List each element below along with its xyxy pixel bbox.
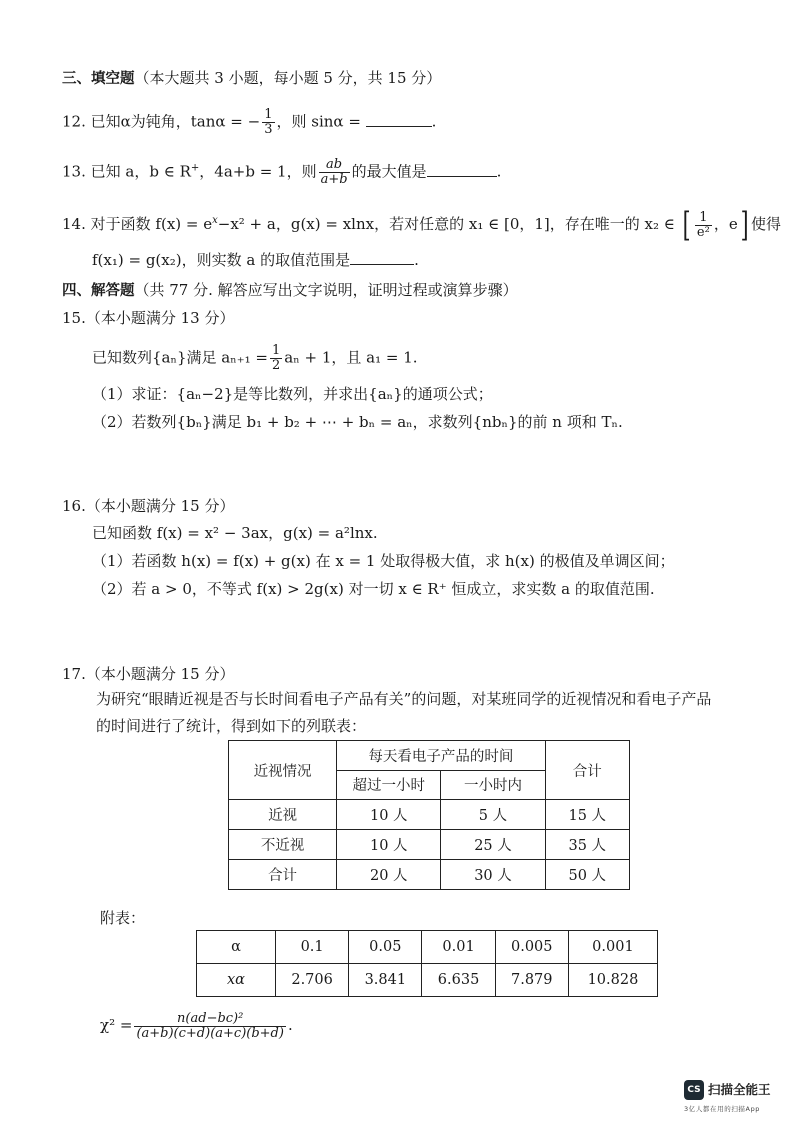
appendix-label: 附表：	[100, 909, 146, 927]
q13-post: 的最大值是	[351, 162, 427, 181]
q13-frac-den: a+b	[320, 172, 348, 187]
question-13	[62, 158, 501, 187]
table-row	[197, 964, 658, 997]
q14-line1-pre: 对于函数 f(x) = e	[90, 215, 213, 233]
q12-number: 12.	[62, 112, 86, 131]
q12-frac-den: 3	[264, 122, 273, 137]
q15-fraction	[270, 344, 282, 373]
q15-frac-num: 1	[272, 343, 281, 358]
q15-given-pre: 已知数列{aₙ}满足 aₙ₊₁ =	[92, 348, 268, 367]
q13-end: .	[496, 162, 502, 181]
table-cell: 5 人	[441, 800, 545, 830]
table-row	[197, 931, 658, 964]
table-cell: 0.01	[422, 931, 495, 964]
q15-given-post: aₙ + 1，且 a₁ = 1.	[284, 348, 418, 367]
section3-header	[62, 68, 441, 89]
q13-frac-num: ab	[319, 158, 350, 173]
q16-part1: （1）若函数 h(x) = f(x) + g(x) 在 x = 1 处取得极大值，求 h(x) 的极值及单调区间；	[92, 552, 675, 570]
question-14-line1	[62, 205, 781, 245]
q14-line2: f(x₁) = g(x₂)，则实数 a 的取值范围是	[92, 251, 351, 269]
x-label: xα	[197, 964, 276, 997]
q16-head: 16.（本小题满分 15 分）	[62, 497, 235, 515]
q17-text-line1: 为研究“眼睛近视是否与长时间看电子产品有关”的问题，对某班同学的近视情况和看电子产品	[96, 690, 712, 708]
contingency-table	[228, 740, 630, 890]
table-cell: 2.706	[276, 964, 349, 997]
table-cell: 50 人	[545, 860, 629, 890]
formula-end: .	[287, 1016, 293, 1034]
q17-head: 17.（本小题满分 15 分）	[62, 665, 235, 683]
table-cell: 35 人	[545, 830, 629, 860]
table-cell: 25 人	[441, 830, 545, 860]
scanner-watermark	[684, 1078, 784, 1118]
q16-part2: （2）若 a > 0，不等式 f(x) > 2g(x) 对一切 x ∈ R⁺ 恒成立，求实数 a 的取值范围.	[92, 580, 655, 598]
q15-given	[92, 344, 418, 373]
table-cell: 0.05	[349, 931, 422, 964]
q13-sup: +	[190, 162, 200, 174]
table-group-head: 每天看电子产品的时间	[337, 741, 545, 771]
camscanner-logo: CS	[684, 1080, 704, 1100]
q15-part2: （2）若数列{bₙ}满足 b₁ + b₂ + ⋯ + bₙ = aₙ，求数列{nbₙ}的前 n 项和 Tₙ.	[92, 413, 623, 431]
q14-frac-num: 1	[695, 211, 712, 226]
q14-answer-blank	[350, 250, 414, 265]
q12-answer-blank	[366, 112, 432, 127]
watermark-tagline: 3亿人都在用的扫描App	[684, 1105, 761, 1113]
q15-head: 15.（本小题满分 13 分）	[62, 309, 235, 327]
q12-pre: 已知α为钝角，tanα = −	[90, 112, 261, 131]
q14-line1-mid: −x² + a，g(x) = xlnx，若对任意的 x₁ ∈ [0，1]，存在唯一的 x₂ ∈	[217, 215, 675, 233]
table-row	[229, 800, 630, 830]
table-col-head: 近视情况	[229, 741, 337, 800]
table-cell: 30 人	[441, 860, 545, 890]
table-total-head: 合计	[545, 741, 629, 800]
q14-number: 14.	[62, 215, 86, 233]
q14-line1-post: ，e	[713, 215, 738, 233]
question-12	[62, 108, 436, 137]
q14-line2-end: .	[414, 251, 419, 269]
q13-pre: 已知 a，b ∈ R	[90, 162, 191, 181]
table-cell: 6.635	[422, 964, 495, 997]
section4-header	[62, 280, 518, 301]
watermark-name: 扫描全能王	[708, 1082, 771, 1097]
table-sub2: 一小时内	[441, 770, 545, 800]
table-cell: 20 人	[337, 860, 441, 890]
table-cell: 3.841	[349, 964, 422, 997]
q13-mid: ，4a+b = 1，则	[199, 162, 317, 181]
q13-answer-blank	[427, 162, 497, 177]
table-cell: 0.1	[276, 931, 349, 964]
table-cell: 10 人	[337, 800, 441, 830]
q14-right-bracket: ]	[740, 205, 749, 245]
alpha-label: α	[197, 931, 276, 964]
section3-heading: 三、填空题	[62, 71, 135, 87]
table-cell: 10.828	[568, 964, 657, 997]
table-cell: 10 人	[337, 830, 441, 860]
q13-number: 13.	[62, 162, 86, 181]
table-cell: 0.001	[568, 931, 657, 964]
table-cell: 15 人	[545, 800, 629, 830]
q12-frac-num: 1	[264, 107, 273, 122]
q12-post: ，则 sinα =	[276, 112, 361, 131]
chi-square-formula	[100, 1010, 293, 1041]
formula-lhs: χ² =	[100, 1016, 133, 1034]
table-cell: 7.879	[495, 964, 568, 997]
q15-part1: （1）求证：{aₙ−2}是等比数列，并求出{aₙ}的通项公式；	[92, 385, 493, 403]
q15-frac-den: 2	[272, 358, 281, 373]
q14-left-bracket: [	[682, 205, 691, 245]
formula-fraction	[134, 1012, 286, 1041]
table-sub1: 超过一小时	[337, 770, 441, 800]
formula-den: (a+b)(c+d)(a+c)(b+d)	[136, 1025, 284, 1041]
q14-fraction	[695, 211, 712, 240]
table-row	[229, 830, 630, 860]
table-cell: 0.005	[495, 931, 568, 964]
section3-note: （本大题共 3 小题，每小题 5 分，共 15 分）	[134, 69, 442, 87]
q14-exp: x	[212, 215, 218, 226]
q12-end: .	[431, 112, 437, 131]
section4-heading: 四、解答题	[62, 283, 135, 299]
q16-given: 已知函数 f(x) = x² − 3ax，g(x) = a²lnx.	[92, 524, 378, 542]
table-cell: 合计	[229, 860, 337, 890]
table-row	[229, 860, 630, 890]
q12-fraction	[262, 108, 274, 137]
section4-note: （共 77 分. 解答应写出文字说明，证明过程或演算步骤）	[134, 281, 518, 299]
formula-num: n(ad−bc)²	[134, 1012, 286, 1027]
table-cell: 不近视	[229, 830, 337, 860]
q13-fraction	[319, 158, 350, 187]
q17-text-line2: 的时间进行了统计，得到如下的列联表：	[96, 717, 367, 735]
table-cell: 近视	[229, 800, 337, 830]
question-14-line2	[92, 250, 419, 270]
table-header-row	[229, 741, 630, 771]
q14-frac-den: e²	[696, 224, 710, 240]
critical-value-table	[196, 930, 658, 997]
q14-line1-end: 使得	[750, 215, 781, 233]
